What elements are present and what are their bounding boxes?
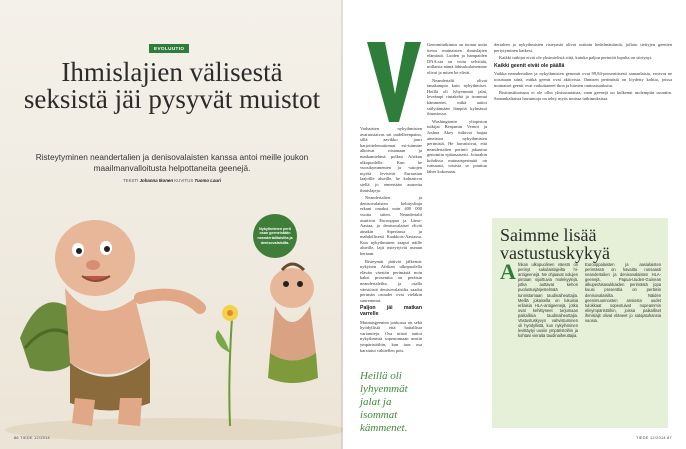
sidebar-paragraph: Eurooppalaisten ja aasialaisten perimässä on havaittu runsaasti neandertalien ja denisovalaisten HLA-geenejä. Papua-Uuden-Guinean alkuperäisasukkaiden perimästä jopa kuusi prosenttia on peräisin denisovalaisilta. Näiden geenimuunnosten ansiosta uudet tulokkaat sopeutuivat nopeammin elinympäristöihin, joissa paikalliset ihmislajit olivat eläneet jo satojatuhansia vuosia.: [585, 262, 661, 324]
caption-bubble-text: Nykyihminen perii osan geeneistään neandertalilaisilta ja denisovalaisilta.: [257, 226, 293, 245]
sidebar-column-1: [518, 262, 578, 340]
section-tag: EVOLUUTIO: [149, 44, 189, 53]
article-paragraph: Kaikki tutkijat eivät ole yksimielisiä siitä, kuinka paljon perintöä lopulta on siirtynyt.: [499, 55, 653, 61]
deck: Risteytyminen neandertalien ja denisovalaisten kanssa antoi meille joukon maailmanvalloitusta helpottaneita geenejä.: [35, 152, 309, 173]
byline-text-author: Johanna Ikonen: [139, 178, 174, 183]
article-column-2: [427, 42, 487, 177]
article-paragraph: Washingtonin yliopiston tutkijat Benjamin Vernot ja Joshua Akey tutkivat laajaa aineistoa nykyihmisten perimistä. He havaitsivat, että neandertalien perintö jakautuu genomiin epätasaisesti. Joissakin kohdissa muinaisperimää on runsaasti, toisista se puuttuu lähes kokonaan.: [427, 118, 487, 175]
subheading-geenit: Kaikki geenit eivät ole päällä: [494, 62, 565, 69]
article-column-1: [360, 126, 422, 355]
pull-quote: Heillä oli lyhyemmät jalat ja isommat kämmenet.: [360, 370, 408, 434]
article-paragraph: Varhaisten nykyihmisten avaruustaivas sai uudelleenpaino, sillä aavikko juuri harjoittelemattomat esi-isämme alkoivat riistanaan ja matkamiehinä polkea Afrikan ulkopuolelle. Kun he vuosikymmenten ja -satojen myötä levisivät Euraasian laajoille alueille, he kohtasivat siellä jo ennestään asuneita ihmislajeja.: [360, 126, 422, 193]
headline: Ihmislajien välisestä seksistä jäi pysyvät muistot: [23, 57, 321, 114]
caption-bubble: [253, 214, 297, 258]
dropcap-v: [367, 42, 421, 122]
sidebar-column-2: [585, 262, 661, 325]
article-column-3: [494, 42, 672, 103]
byline-image-author: Tuomo Lauri: [194, 178, 222, 183]
sidebar-title: Saimme lisää vastustuskykyä: [500, 225, 610, 263]
article-paragraph: Vaikka neandertalien ja nykyihmisten genomit ovat 99,84-prosenttisesti samanlaisia, eroavat ne toisistaan siinä, mitkä geenit ovat aktiivisia. Ihmisen perimästä on löydetty kohtia, joissa muinaiset geenit ovat vaikuttaneet ihon ja hiusten ominaisuuksiin.: [494, 71, 672, 88]
byline: [22, 178, 322, 183]
byline-image-label: KUVITUS: [174, 178, 194, 183]
page-folio-right: TIEDE 12/2014 87: [635, 436, 672, 440]
article-paragraph: Genomitutkimus on tuonut uutta tietoa muinaisten ihmislajien elämästä. Luiden ja hampaiden DNA:sta on voitu selvittää, millaisia nämä lähisukulaisemme olivat ja miten he elivät.: [427, 42, 487, 75]
article-paragraph: Neandertalien ja denisovalaisten kehityslinja erkani omaksi noin 400 000 vuotta sitten. Neandertalit asuttivat Eurooppaa ja Länsi-Aasiaa, ja denisovalaiset elivät ainakin Siperiassa ja mahdollisesti Kaakkois-Aasiassa. Kun nykyihminen saapui näille alueille, lajit risteytyivät useaan kertaan.: [360, 195, 422, 257]
article-paragraph: Neandertalit olivat tanakampia kuin nykyihmiset. Heillä oli lyhyemmät jalat, leveämpi rintakehä ja isommat kämmenet, mikä auttoi säilyttämään lämpöä kylmässä ilmastossa.: [427, 77, 487, 117]
page-folio-left: 86 TIEDE 12/2014: [14, 436, 50, 440]
sidebar-paragraph: frikan ulkopuolinen väestö on perinyt sukulaislajeilta hi-antigeenejä. Ne ohjaavat solujen pintaan sijoittuvia molekyylejä, jotka auttavat kehon puolustusjärjestelmää tunnistamaan taudinaiheuttajia. Meillä jokaisella on lukuisia erilaisia HLA-antigeenejä, jotka ovat kehittyneet torjumaan paikallisia taudinaiheuttajia. Vastustuskyvyn vahvistuminen oli hyödyllistä, kun nykyihminen levittäytyi uusiin ympäristöihin ja kohtasi vieraita taudinaiheuttajia.: [518, 262, 578, 339]
article-paragraph: dertalien ja nykyihmisten risteymät olivat osittain hedelmättömiä, jolloin tiettyjen geenien periytyminen katkesi.: [494, 42, 672, 53]
byline-text-label: TEKSTI: [122, 178, 139, 183]
sidebar-dropcap: A: [500, 259, 516, 284]
article-paragraph: Risteymät jättivät jälkensä: nykyisen Afrikan ulkopuolella elävän väestön perimästä noin kaksi prosenttia on peräisin neandertaleilta, ja osalla väestöistä denisovalaisilta saadut perimän osuudet ovat vieläkin suuremmat.: [360, 258, 422, 303]
article-paragraph: Muinaisgeenien joukossa on sekä hyödyllisiä että haitallisia variantteja. Osa niistä auttoi nykyihmistä sopeutumaan uusiin ympäristöihin, kun taas osa karsiutui vähitellen pois.: [360, 319, 422, 353]
article-paragraph: Ristiinsiittoisuus ei ole ollut yksisuuntaista, vaan geenejä on kulkenut molempiin suuntiin. Samankaltaisia havaintoja on tehty myös muissa tutkimuksissa.: [494, 90, 672, 101]
subheading-matkan-varrelle: Paljon jäi matkan varrelle: [360, 305, 422, 317]
